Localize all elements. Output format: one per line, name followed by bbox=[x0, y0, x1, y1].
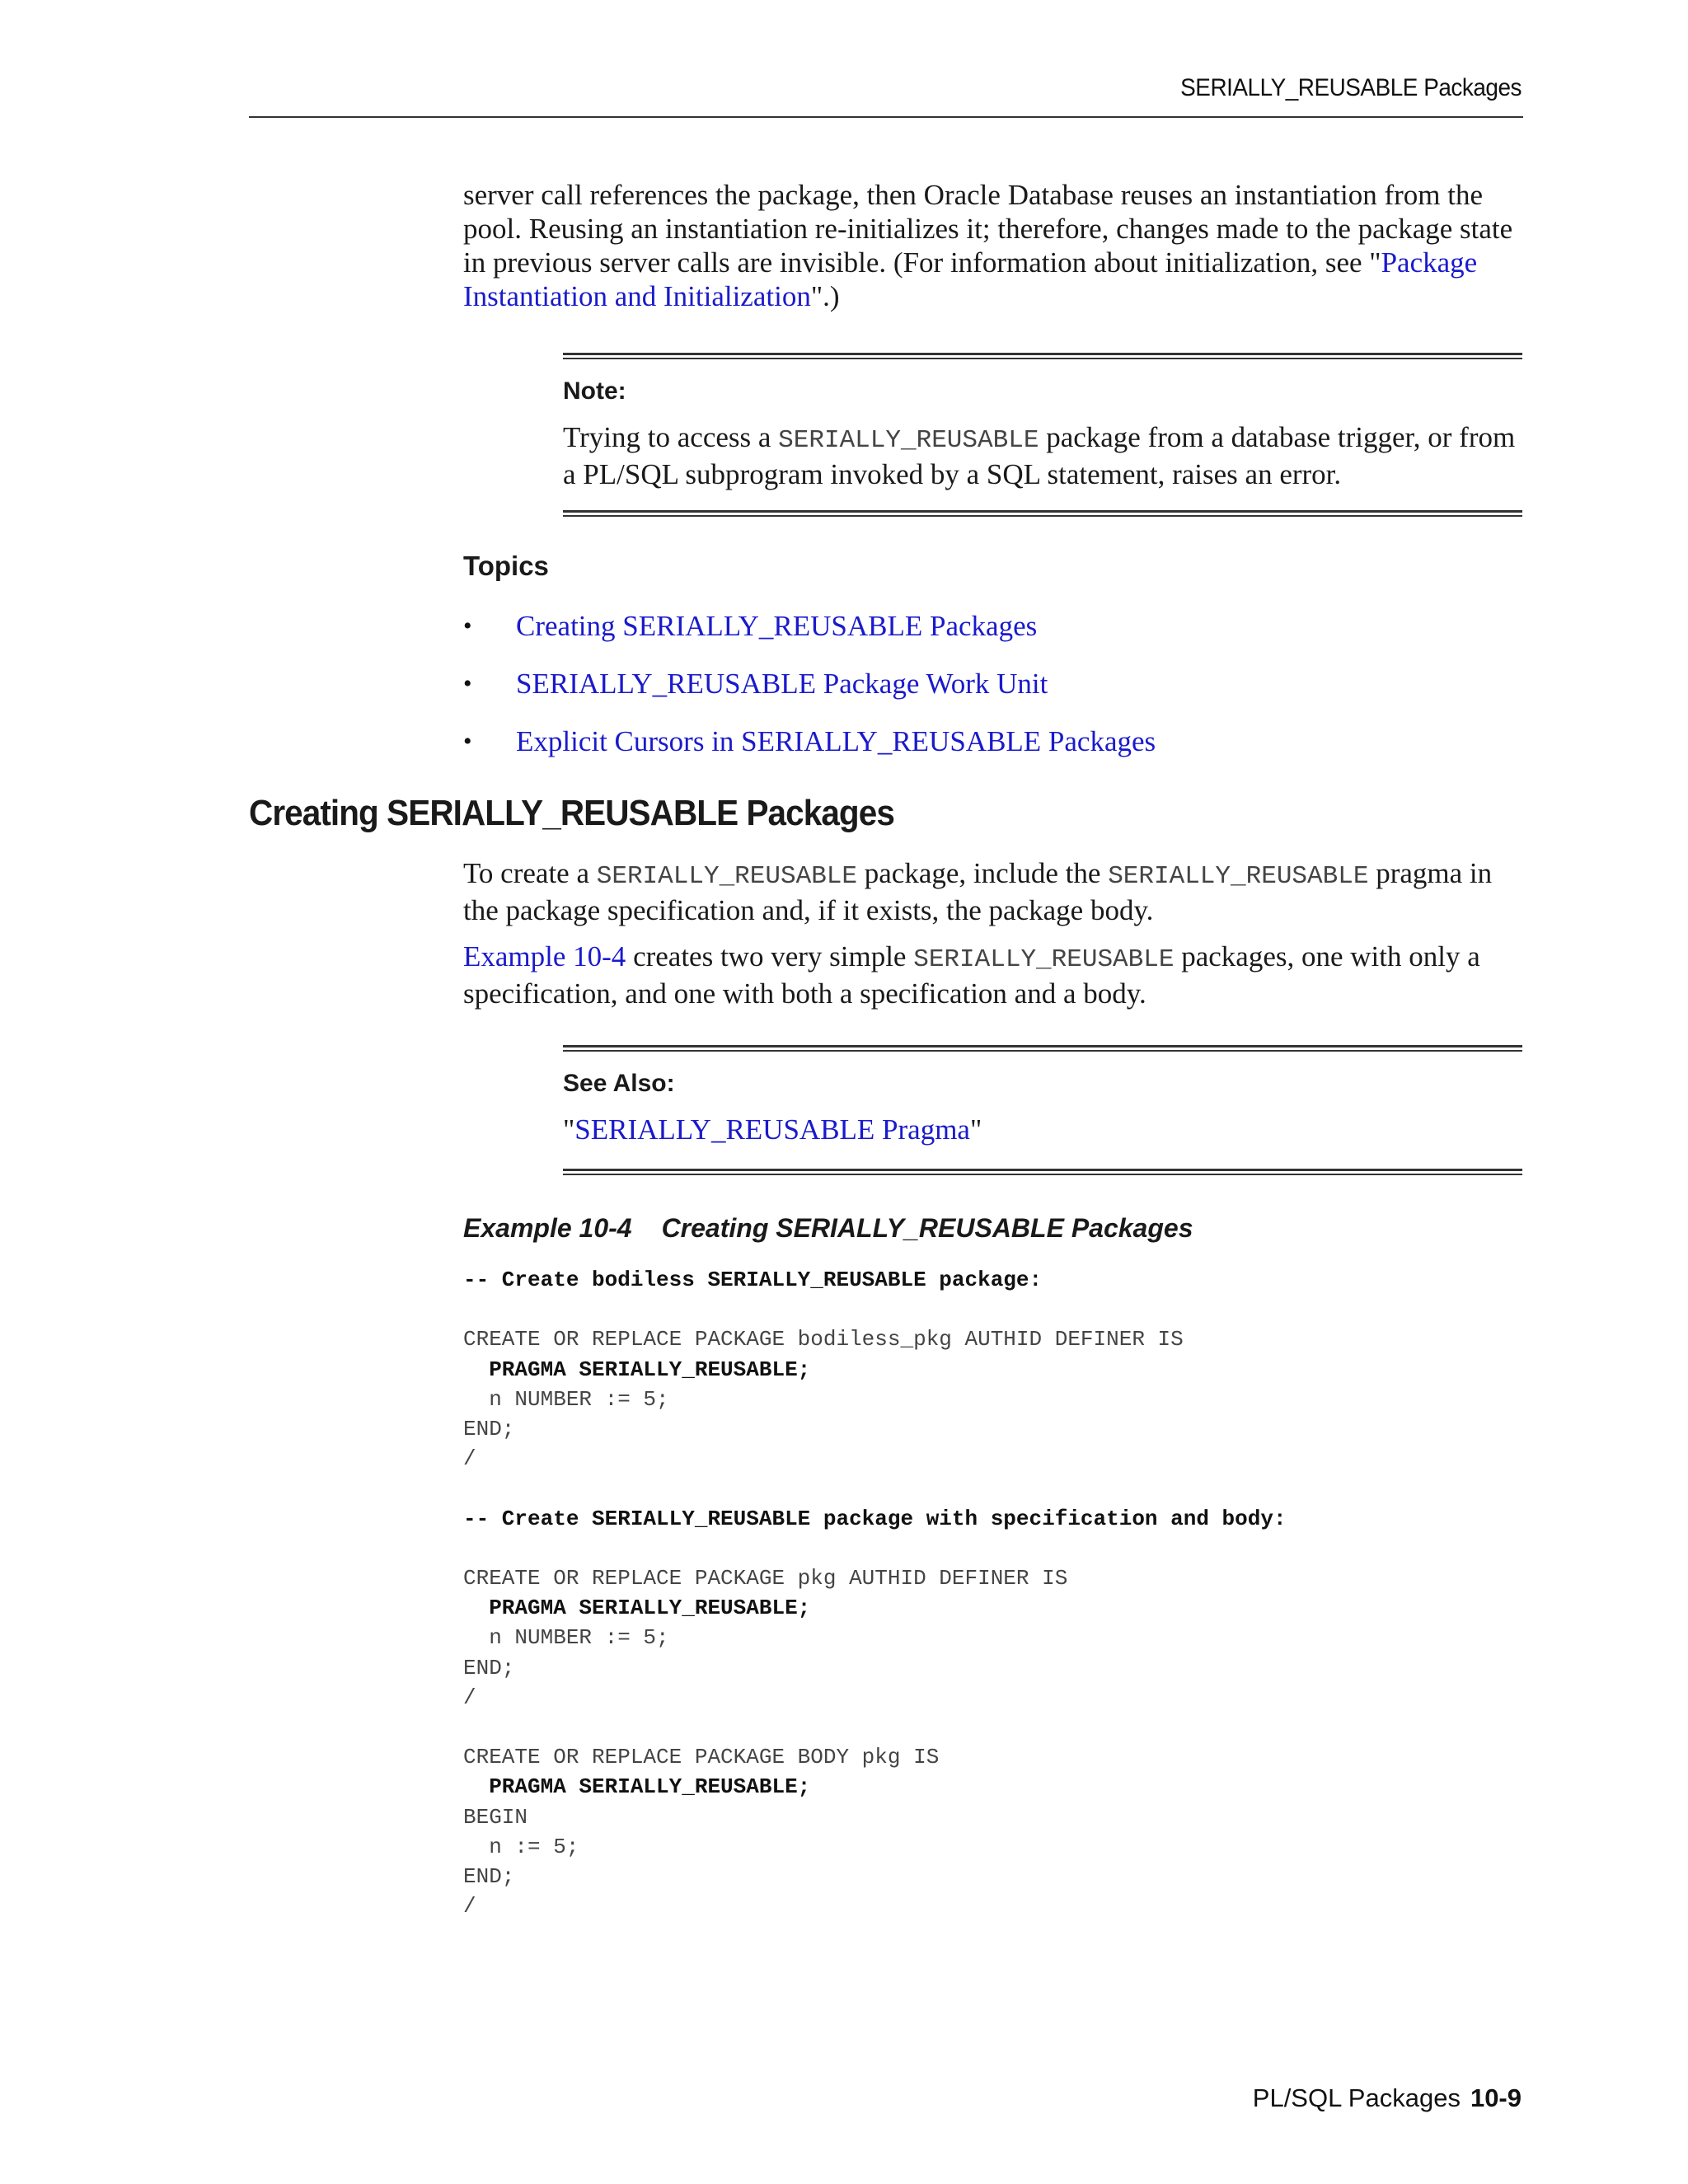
note-text: Trying to access a SERIALLY_REUSABLE package from a database trigger, or from a PL/SQL subprogram invoked by a SQL statement, raises an error. bbox=[563, 421, 1516, 490]
see-also-top-rule bbox=[563, 1045, 1522, 1052]
see-also-box bbox=[563, 1045, 1522, 1146]
example-number: Example 10-4 bbox=[463, 1213, 632, 1243]
see-also-bottom bbox=[563, 1169, 1522, 1175]
list-item bbox=[463, 610, 1156, 668]
list-item bbox=[463, 725, 1156, 783]
section-paragraph-2: Example 10-4 creates two very simple SERIALLY_REUSABLE packages, one with only a specification, and one with both a specification and a body. bbox=[463, 940, 1480, 1010]
note-code: SERIALLY_REUSABLE bbox=[778, 426, 1039, 455]
footer-chapter: PL/SQL Packages bbox=[1252, 2083, 1461, 2112]
code-block: -- Create bodiless SERIALLY_REUSABLE package: CREATE OR REPLACE PACKAGE bodiless_pkg AUTHID DEFINER IS PRAGMA SERIALLY_REUSABLE; n NUMBER := 5; END; / -- Create SERIALLY_REUSABLE package with specification and body: CREATE OR REPLACE PACKAGE pkg AUTHID DEFINER IS PRAGMA SERIALLY_REUSABLE; n NUMBER := 5; END; / CREATE OR REPLACE PACKAGE BODY pkg IS PRAGMA SERIALLY_REUSABLE; BEGIN n := 5; END; / bbox=[463, 1268, 1287, 1919]
bullet-icon: • bbox=[463, 670, 472, 697]
header-rule bbox=[249, 116, 1523, 118]
link-package-instantiation[interactable]: Package Instantiation and Initialization bbox=[463, 246, 1478, 312]
note-top-rule bbox=[563, 353, 1522, 359]
section-heading: Creating SERIALLY_REUSABLE Packages bbox=[249, 793, 894, 833]
section-paragraph-1: To create a SERIALLY_REUSABLE package, include the SERIALLY_REUSABLE pragma in the package specification and, if it exists, the package body. bbox=[463, 857, 1493, 926]
note-label: Note: bbox=[563, 377, 626, 405]
inline-code: SERIALLY_REUSABLE bbox=[596, 862, 858, 891]
inline-code: SERIALLY_REUSABLE bbox=[1108, 862, 1369, 891]
bullet-icon: • bbox=[463, 612, 472, 640]
note-bottom bbox=[563, 510, 1522, 517]
note-bottom-rule bbox=[563, 510, 1522, 517]
see-also-text: "SERIALLY_REUSABLE Pragma" bbox=[563, 1113, 982, 1146]
list-item bbox=[463, 668, 1156, 725]
bullet-icon: • bbox=[463, 728, 472, 755]
running-header: SERIALLY_REUSABLE Packages bbox=[1180, 74, 1522, 101]
topics-list bbox=[463, 610, 1156, 783]
see-also-bottom-rule bbox=[563, 1169, 1522, 1175]
page-number: 10-9 bbox=[1470, 2083, 1522, 2112]
intro-text-end: ".) bbox=[810, 280, 840, 312]
intro-paragraph bbox=[463, 178, 1526, 313]
link-example-10-4[interactable]: Example 10-4 bbox=[463, 940, 626, 972]
example-caption bbox=[463, 1213, 1193, 1244]
topic-link-work-unit[interactable]: SERIALLY_REUSABLE Package Work Unit bbox=[516, 668, 1048, 700]
intro-text: server call references the package, then Oracle Database reuses an instantiation from the pool. Reusing an instantiation re-initializes it; therefore, changes made to the package state in previous server calls are invisible. (For information about initialization, see " bbox=[463, 179, 1513, 279]
see-also-label: See Also: bbox=[563, 1070, 675, 1097]
example-title: Creating SERIALLY_REUSABLE Packages bbox=[661, 1213, 1193, 1243]
link-serially-reusable-pragma[interactable]: SERIALLY_REUSABLE Pragma bbox=[574, 1113, 970, 1146]
note-box bbox=[563, 353, 1522, 491]
page-footer bbox=[1253, 2083, 1522, 2113]
inline-code: SERIALLY_REUSABLE bbox=[913, 945, 1175, 974]
topic-link-creating[interactable]: Creating SERIALLY_REUSABLE Packages bbox=[516, 610, 1038, 642]
topics-title: Topics bbox=[463, 551, 549, 581]
topic-link-explicit-cursors[interactable]: Explicit Cursors in SERIALLY_REUSABLE Packages bbox=[516, 725, 1156, 757]
